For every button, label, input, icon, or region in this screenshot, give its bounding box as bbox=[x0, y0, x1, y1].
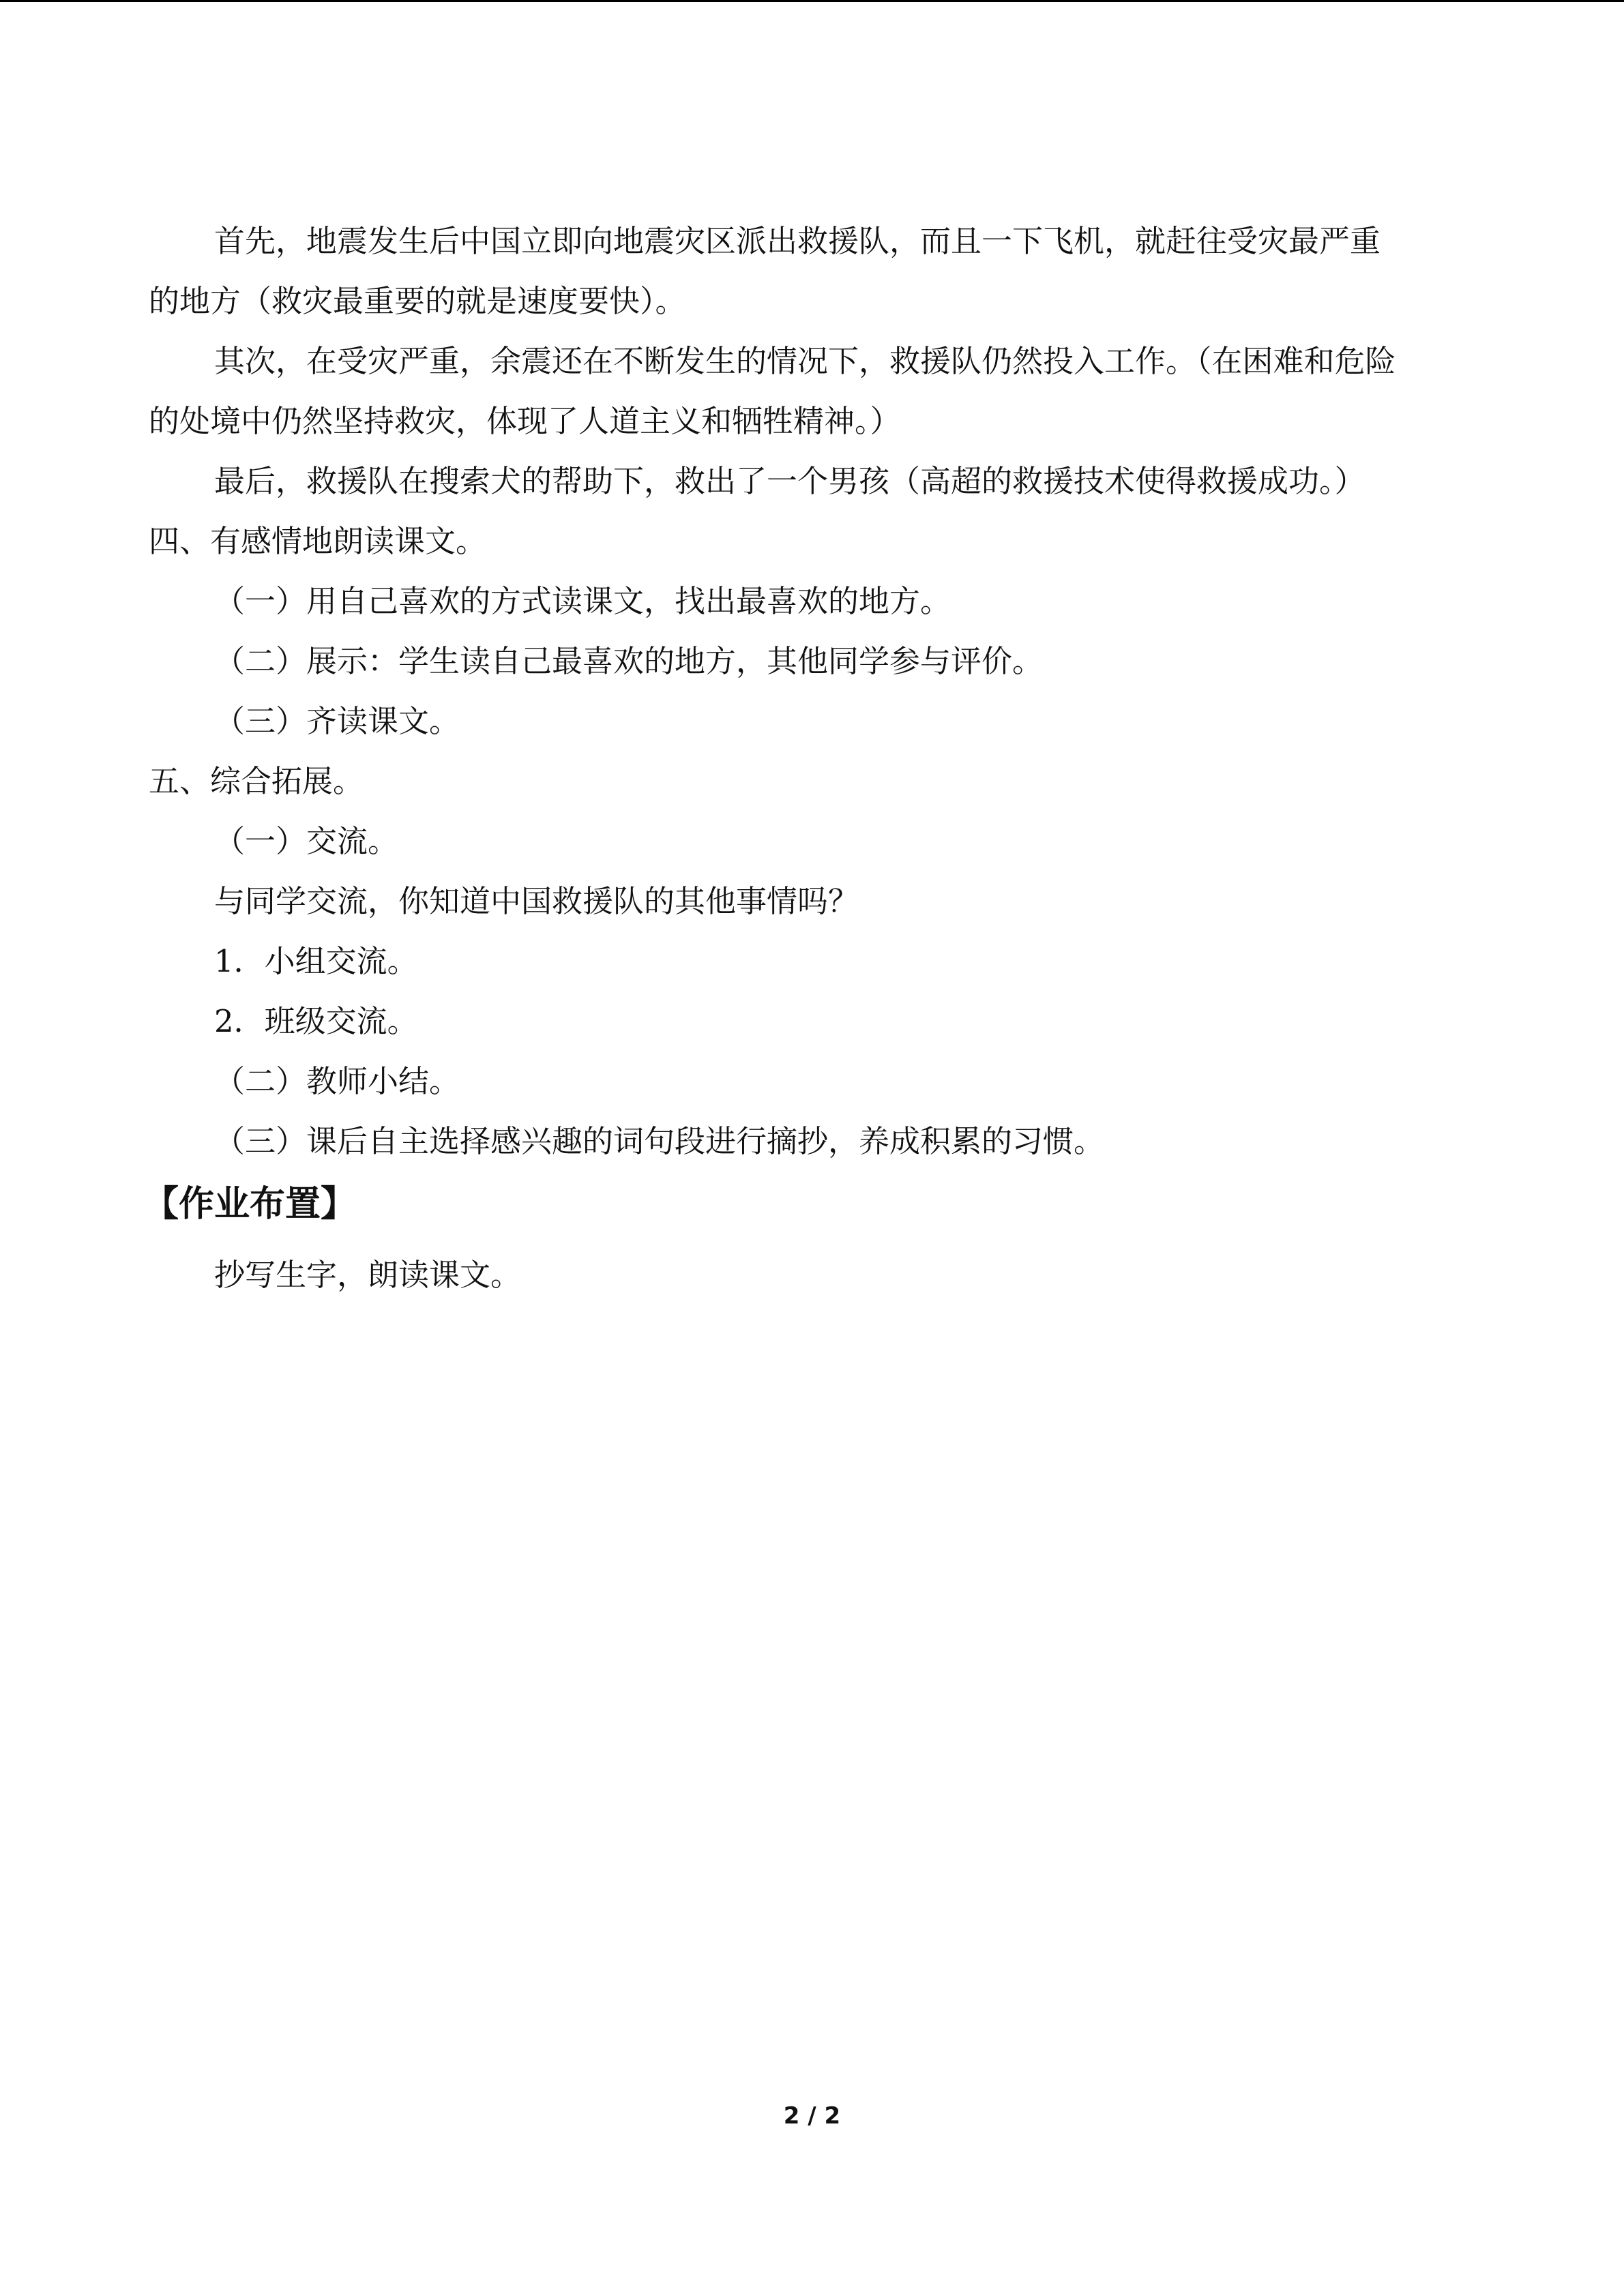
paragraph-line: 首先，地震发生后中国立即向地震灾区派出救援队，而且一下飞机，就赶往受灾最严重 bbox=[214, 223, 1381, 259]
list-item: 2．班级交流。 bbox=[214, 1003, 418, 1039]
list-item: （一）交流。 bbox=[214, 823, 399, 859]
paragraph-line: 的地方（救灾最重要的就是速度要快）。 bbox=[149, 283, 686, 319]
list-item: （三）课后自主选择感兴趣的词句段进行摘抄，养成积累的习惯。 bbox=[214, 1123, 1105, 1159]
homework-text: 抄写生字，朗读课文。 bbox=[214, 1257, 522, 1293]
top-border-line bbox=[0, 0, 1624, 2]
paragraph-line: 最后，救援队在搜索犬的帮助下，救出了一个男孩（高超的救援技术使得救援成功。） bbox=[214, 463, 1365, 499]
paragraph-line: 与同学交流，你知道中国救援队的其他事情吗？ bbox=[214, 883, 859, 919]
list-item: 1．小组交流。 bbox=[214, 943, 418, 979]
list-item: （二）教师小结。 bbox=[214, 1063, 460, 1099]
paragraph-line: 的处境中仍然坚持救灾，体现了人道主义和牺牲精神。） bbox=[149, 403, 901, 439]
homework-heading: 【作业布置】 bbox=[143, 1184, 357, 1225]
page-number: 2 / 2 bbox=[783, 2102, 841, 2130]
section-heading-5: 五、综合拓展。 bbox=[149, 763, 364, 799]
section-heading-4: 四、有感情地朗读课文。 bbox=[149, 523, 487, 559]
document-body bbox=[143, 211, 1486, 1305]
list-item: （三）齐读课文。 bbox=[214, 703, 460, 739]
list-item: （一）用自己喜欢的方式读课文，找出最喜欢的地方。 bbox=[214, 583, 951, 619]
list-item: （二）展示：学生读自己最喜欢的地方，其他同学参与评价。 bbox=[214, 643, 1044, 679]
paragraph-line: 其次，在受灾严重，余震还在不断发生的情况下，救援队仍然投入工作。（在困难和危险 bbox=[214, 343, 1396, 379]
